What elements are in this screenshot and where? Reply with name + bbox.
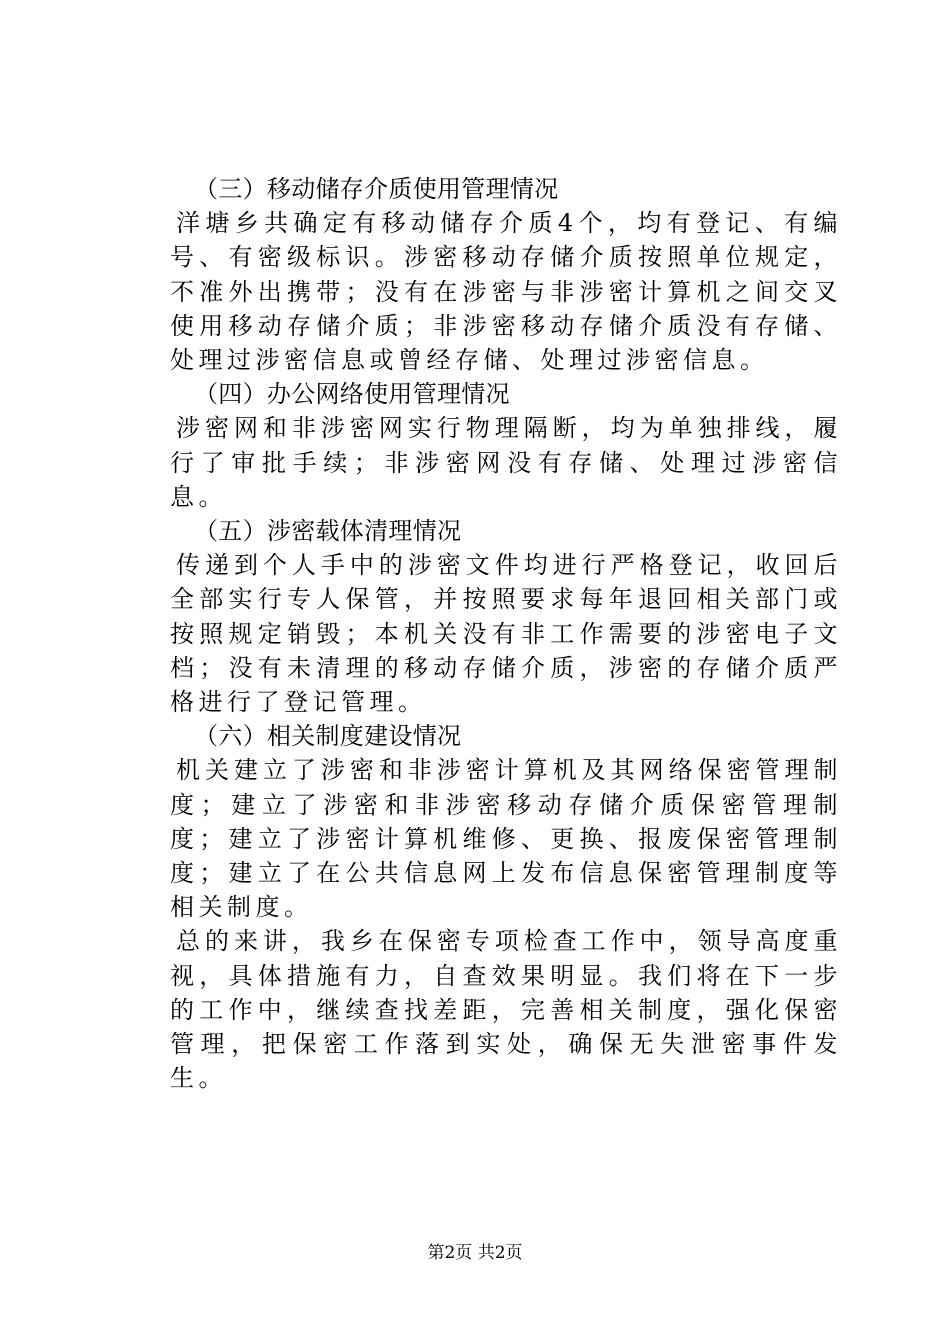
- conclusion-paragraph: 总的来讲，我乡在保密专项检查工作中，领导高度重视，具体措施有力，自查效果明显。我们将在下一步的工作中，继续查找差距，完善相关制度，强化保密管理，把保密工作落到实处，确保无失泄密事件发生。: [170, 927, 842, 1093]
- document-body: [170, 172, 842, 1095]
- section-body-4: 涉密网和非涉密网实行物理隔断，均为单独排线，履行了审批手续；非涉密网没有存储、处理过涉密信息。: [170, 414, 842, 511]
- page-number-footer: 第2页 共2页: [427, 1243, 523, 1263]
- section-body-3: 洋塘乡共确定有移动储存介质4个，均有登记、有编号、有密级标识。涉密移动存储介质按照单位规定，不准外出携带；没有在涉密与非涉密计算机之间交叉使用移动存储介质；非涉密移动存储介质没有存储、处理过涉密信息或曾经存储、处理过涉密信息。: [170, 209, 842, 375]
- section-body-5: 传递到个人手中的涉密文件均进行严格登记，收回后全部实行专人保管，并按照要求每年退回相关部门或按照规定销毁；本机关没有非工作需要的涉密电子文档；没有未清理的移动存储介质，涉密的存储介质严格进行了登记管理。: [170, 551, 842, 717]
- section-heading-6: （六）相关制度建设情况: [194, 722, 462, 751]
- section-heading-5: （五）涉密载体清理情况: [194, 517, 462, 546]
- section-heading-3: （三）移动储存介质使用管理情况: [194, 175, 559, 203]
- section-body-6: 机关建立了涉密和非涉密计算机及其网络保密管理制度；建立了涉密和非涉密移动存储介质保密管理制度；建立了涉密计算机维修、更换、报废保密管理制度；建立了在公共信息网上发布信息保密管理制度等相关制度。: [170, 756, 842, 922]
- section-heading-4: （四）办公网络使用管理情况: [194, 380, 510, 409]
